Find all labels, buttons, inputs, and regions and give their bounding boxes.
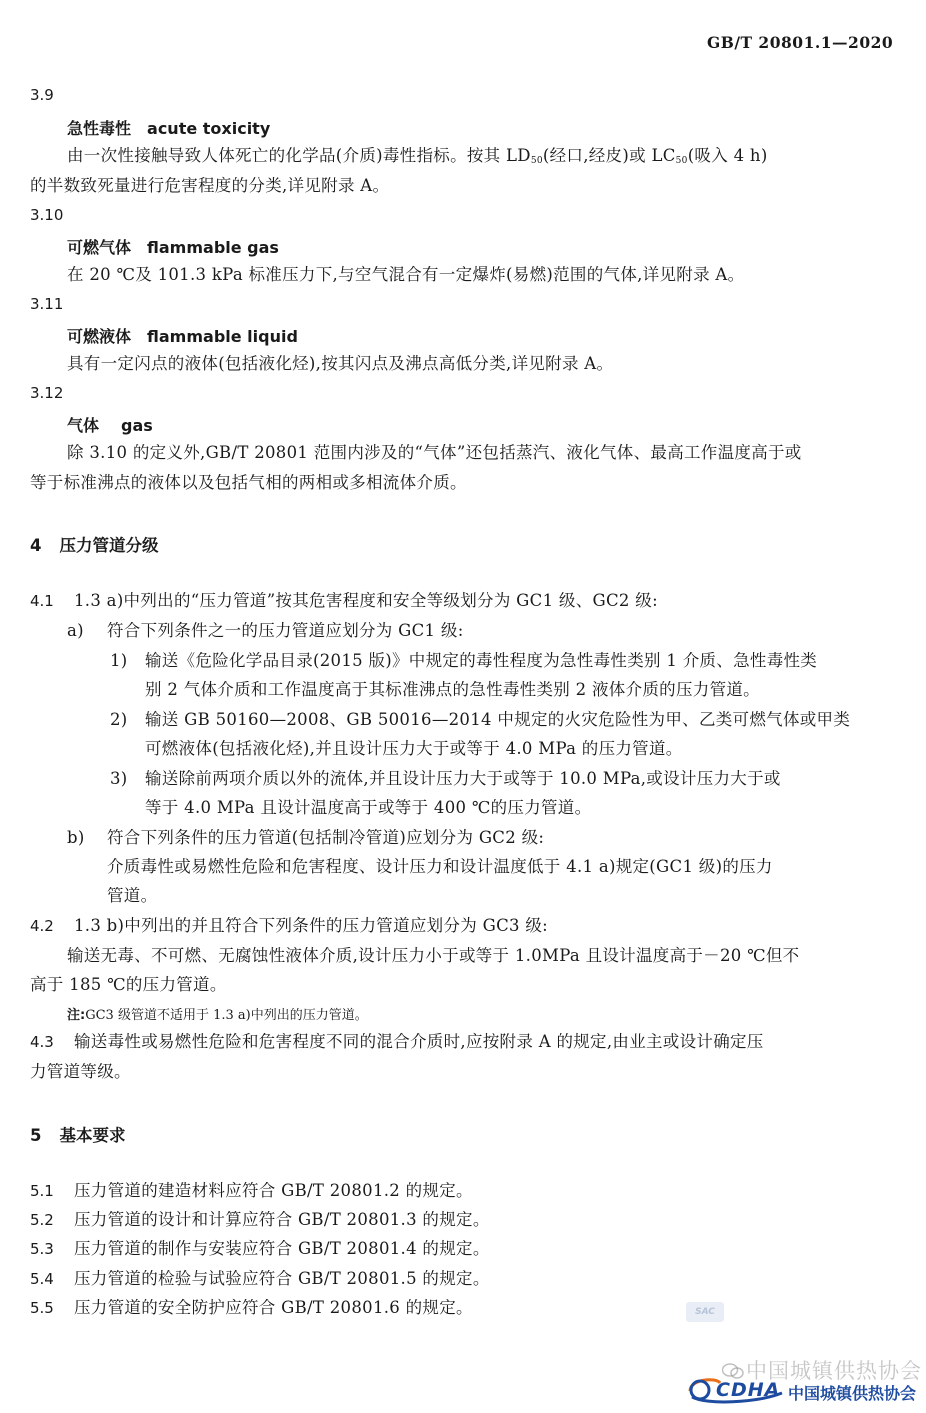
term-3-11	[67, 324, 298, 347]
list-label-a: a)	[67, 621, 84, 640]
sub-item-label-1: 1)	[110, 651, 128, 670]
clause-number-5-1: 5.1	[30, 1182, 54, 1200]
account-name: 中国城镇供热协会	[746, 1359, 922, 1383]
clause-number-4-3: 4.3	[30, 1033, 54, 1051]
definition-line: 除 3.10 的定义外,GB/T 20801 范围内涉及的“气体”还包括蒸汽、液化气体、最高工作温度高于或	[67, 443, 802, 462]
term-cn: 可燃液体	[67, 327, 132, 346]
clause-text: 输送毒性或易燃性危险和危害程度不同的混合介质时,应按附录 A 的规定,由业主或设计确定压	[74, 1032, 764, 1051]
clause-text: 压力管道的制作与安装应符合 GB/T 20801.4 的规定。	[74, 1239, 490, 1258]
list-item-text: 符合下列条件的压力管道(包括制冷管道)应划分为 GC2 级:	[107, 828, 545, 847]
section-heading-5	[30, 1122, 125, 1146]
note-text: GC3 级管道不适用于 1.3 a)中列出的压力管道。	[85, 1008, 368, 1023]
term-3-10	[67, 235, 279, 258]
sub-item-label-3: 3)	[110, 769, 128, 788]
definition-text: (吸入 4 h)	[687, 146, 768, 165]
term-cn: 气体	[67, 416, 100, 435]
clause-text: 输送无毒、不可燃、无腐蚀性液体介质,设计压力小于或等于 1.0MPa 且设计温度高于－20 ℃但不	[67, 946, 800, 965]
clause-number-3-11: 3.11	[30, 295, 64, 313]
publisher-watermark	[686, 1355, 922, 1407]
subscript: 50	[530, 156, 543, 166]
definition-line: 等于标准沸点的液体以及包括气相的两相或多相流体介质。	[30, 473, 467, 492]
cdha-logo	[686, 1375, 786, 1405]
list-label-b: b)	[67, 828, 85, 847]
org-name: 中国城镇供热协会	[788, 1384, 917, 1403]
clause-text: 1.3 b)中列出的并且符合下列条件的压力管道应划分为 GC3 级:	[74, 916, 549, 935]
term-en: flammable liquid	[147, 327, 298, 346]
section-title: 压力管道分级	[59, 536, 159, 555]
clause-text: 压力管道的设计和计算应符合 GB/T 20801.3 的规定。	[74, 1210, 490, 1229]
sub-item-text: 输送《危险化学品目录(2015 版)》中规定的毒性程度为急性毒性类别 1 介质、急性毒性类	[145, 651, 818, 670]
section-number: 4	[30, 536, 42, 555]
sac-watermark-text: SAC	[695, 1307, 715, 1317]
clause-text: 力管道等级。	[30, 1062, 131, 1081]
definition-text: 由一次性接触导致人体死亡的化学品(介质)毒性指标。按其 LD	[67, 146, 531, 165]
clause-text: 高于 185 ℃的压力管道。	[30, 975, 227, 994]
definition-line	[67, 146, 768, 171]
clause-number-5-3: 5.3	[30, 1240, 54, 1258]
section-number: 5	[30, 1126, 42, 1145]
list-item-text: 管道。	[107, 886, 158, 905]
note	[67, 1004, 368, 1023]
clause-text: 压力管道的建造材料应符合 GB/T 20801.2 的规定。	[74, 1181, 473, 1200]
list-item-text: 符合下列条件之一的压力管道应划分为 GC1 级:	[107, 621, 464, 640]
term-en: flammable gas	[147, 238, 279, 257]
clause-number-5-2: 5.2	[30, 1211, 54, 1229]
sub-item-text: 别 2 气体介质和工作温度高于其标准沸点的急性毒性类别 2 液体介质的压力管道。	[145, 680, 760, 699]
sub-item-text: 可燃液体(包括液化烃),并且设计压力大于或等于 4.0 MPa 的压力管道。	[145, 739, 683, 758]
subscript: 50	[675, 156, 688, 166]
term-en: acute toxicity	[147, 119, 271, 138]
section-title: 基本要求	[59, 1126, 126, 1145]
standard-number: GB/T 20801.1—2020	[707, 33, 894, 52]
definition-line: 具有一定闪点的液体(包括液化烃),按其闪点及沸点高低分类,详见附录 A。	[67, 354, 614, 373]
clause-text: 压力管道的检验与试验应符合 GB/T 20801.5 的规定。	[74, 1269, 490, 1288]
sub-item-text: 等于 4.0 MPa 且设计温度高于或等于 400 ℃的压力管道。	[145, 798, 592, 817]
definition-line: 的半数致死量进行危害程度的分类,详见附录 A。	[30, 176, 390, 195]
clause-number-3-9: 3.9	[30, 86, 54, 104]
section-heading-4	[30, 532, 158, 556]
term-3-12	[67, 413, 153, 436]
term-en: gas	[121, 416, 153, 435]
clause-number-5-4: 5.4	[30, 1270, 54, 1288]
sub-item-label-2: 2)	[110, 710, 128, 729]
term-cn: 急性毒性	[67, 119, 132, 138]
definition-line: 在 20 ℃及 101.3 kPa 标准压力下,与空气混合有一定爆炸(易燃)范围的气体,详见附录 A。	[67, 265, 745, 284]
clause-text: 1.3 a)中列出的“压力管道”按其危害程度和安全等级划分为 GC1 级、GC2 级:	[74, 591, 658, 610]
clause-number-3-12: 3.12	[30, 384, 64, 402]
definition-text: (经口,经皮)或 LC	[542, 146, 676, 165]
clause-number-3-10: 3.10	[30, 206, 64, 224]
list-item-text: 介质毒性或易燃性危险和危害程度、设计压力和设计温度低于 4.1 a)规定(GC1 级)的压力	[107, 857, 773, 876]
sac-watermark	[686, 1302, 724, 1322]
note-label: 注:	[67, 1008, 86, 1023]
sub-item-text: 输送除前两项介质以外的流体,并且设计压力大于或等于 10.0 MPa,或设计压力大于或	[145, 769, 781, 788]
cdha-logo-text: CDHA	[716, 1379, 781, 1401]
sub-item-text: 输送 GB 50160—2008、GB 50016—2014 中规定的火灾危险性为甲、乙类可燃气体或甲类	[145, 710, 851, 729]
clause-number-4-1: 4.1	[30, 592, 54, 610]
term-cn: 可燃气体	[67, 238, 132, 257]
clause-number-5-5: 5.5	[30, 1299, 54, 1317]
clause-text: 压力管道的安全防护应符合 GB/T 20801.6 的规定。	[74, 1298, 473, 1317]
term-3-9	[67, 116, 270, 139]
clause-number-4-2: 4.2	[30, 917, 54, 935]
